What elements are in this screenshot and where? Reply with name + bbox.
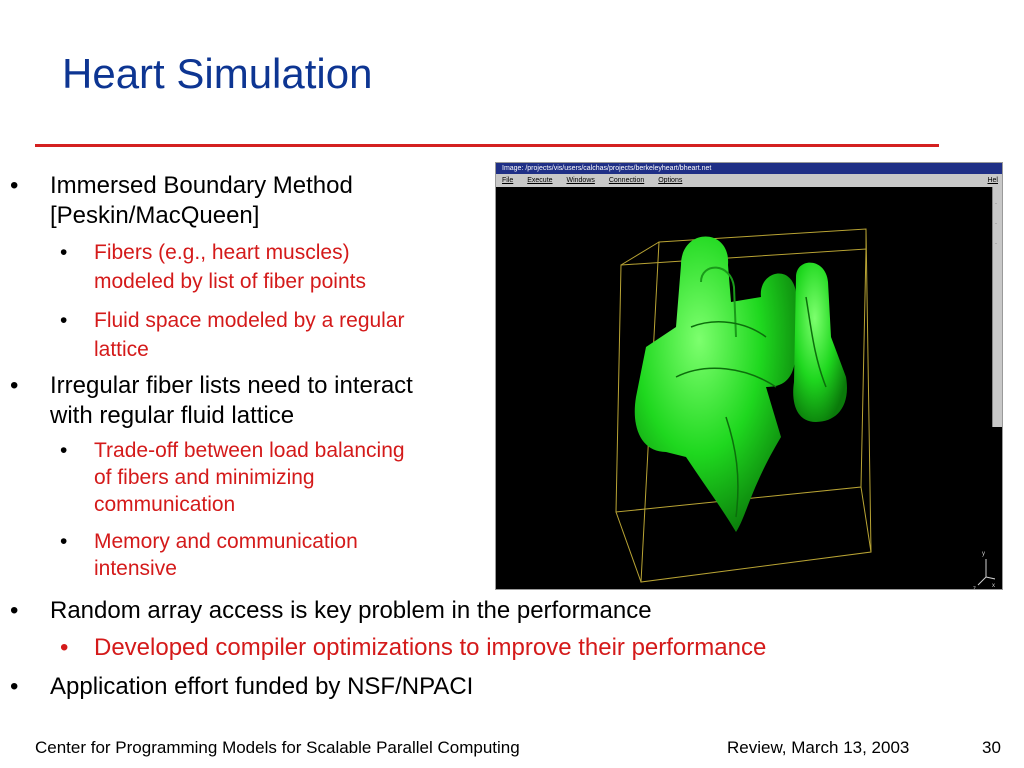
heart-vessel-right bbox=[793, 263, 847, 422]
side-panel-marker: · bbox=[995, 221, 997, 227]
bullet-text: Immersed Boundary Method bbox=[50, 172, 353, 199]
heart-model bbox=[635, 237, 847, 533]
axis-gizmo bbox=[978, 559, 995, 585]
subbullet-text: of fibers and minimizing bbox=[94, 466, 315, 489]
bullet-glyph: • bbox=[10, 673, 19, 700]
subbullet-compiler bbox=[60, 633, 767, 663]
subbullet-text: communication bbox=[94, 493, 236, 516]
subbullet-text: Fibers (e.g., heart muscles) bbox=[94, 241, 350, 264]
subbullet-text: Fluid space modeled by a regular bbox=[94, 309, 405, 332]
box-edge bbox=[861, 487, 871, 552]
bullet-glyph: • bbox=[10, 372, 19, 399]
footer-review-date: Review, March 13, 2003 bbox=[727, 738, 910, 757]
bullet-glyph: • bbox=[60, 634, 69, 661]
side-panel-marker: · bbox=[995, 201, 997, 207]
subbullet-text: intensive bbox=[94, 557, 177, 580]
bullet-glyph: • bbox=[60, 530, 68, 553]
subbullet-text: Developed compiler optimizations to improve their performance bbox=[94, 634, 767, 661]
bullet-glyph: • bbox=[10, 597, 19, 624]
slide-title: Heart Simulation bbox=[62, 50, 373, 97]
subbullet-text: Trade-off between load balancing bbox=[94, 439, 405, 462]
subbullet-text: lattice bbox=[94, 338, 149, 361]
subbullet-text: Memory and communication bbox=[94, 530, 358, 553]
bullet-text: Application effort funded by NSF/NPACI bbox=[50, 673, 474, 700]
axis-label-x: x bbox=[992, 583, 995, 589]
bullet-text: Irregular fiber lists need to interact bbox=[50, 372, 413, 399]
heart-3d-view bbox=[496, 187, 995, 590]
menu-execute[interactable]: Execute bbox=[527, 177, 553, 184]
title-divider bbox=[35, 144, 939, 147]
screenshot-menubar bbox=[496, 174, 1002, 187]
page-number: 30 bbox=[982, 738, 1001, 757]
subbullet-text: modeled by list of fiber points bbox=[94, 270, 366, 293]
bullet-text: Random array access is key problem in the performance bbox=[50, 597, 652, 624]
bullet-glyph: • bbox=[60, 309, 68, 332]
simulation-screenshot bbox=[495, 162, 1003, 590]
bullet-irregular-fibers bbox=[10, 371, 413, 431]
subbullet-memory bbox=[60, 528, 358, 582]
bullet-glyph: • bbox=[10, 172, 19, 199]
menu-connection[interactable]: Connection bbox=[608, 177, 645, 184]
subbullet-fluid bbox=[60, 306, 405, 364]
subbullet-tradeoff bbox=[60, 437, 405, 518]
bullet-glyph: • bbox=[60, 439, 68, 462]
axis-label-z: z bbox=[973, 586, 976, 591]
bullet-text: [Peskin/MacQueen] bbox=[50, 202, 260, 229]
axis-z-line bbox=[978, 577, 986, 585]
menu-options[interactable]: Options bbox=[658, 177, 683, 184]
menu-help[interactable]: Hel bbox=[987, 177, 998, 184]
box-edge bbox=[621, 242, 659, 265]
menu-file[interactable]: File bbox=[502, 177, 514, 184]
bullet-funding bbox=[10, 672, 474, 702]
bullet-random-access bbox=[10, 596, 652, 626]
box-edge bbox=[616, 512, 641, 582]
bullet-text: with regular fluid lattice bbox=[50, 402, 295, 429]
menu-windows[interactable]: Windows bbox=[566, 177, 595, 184]
bullet-immersed-boundary bbox=[10, 171, 353, 231]
bullet-glyph: • bbox=[60, 241, 68, 264]
side-panel-marker: · bbox=[995, 241, 997, 247]
footer-organization: Center for Programming Models for Scalable Parallel Computing bbox=[35, 738, 520, 757]
screenshot-window-title: Image: /projects/vis/users/calchas/projects/berkeleyheart/bheart.net bbox=[496, 163, 1002, 174]
axis-x-line bbox=[986, 577, 995, 580]
subbullet-fibers bbox=[60, 238, 366, 296]
axis-label-y: y bbox=[982, 551, 985, 557]
